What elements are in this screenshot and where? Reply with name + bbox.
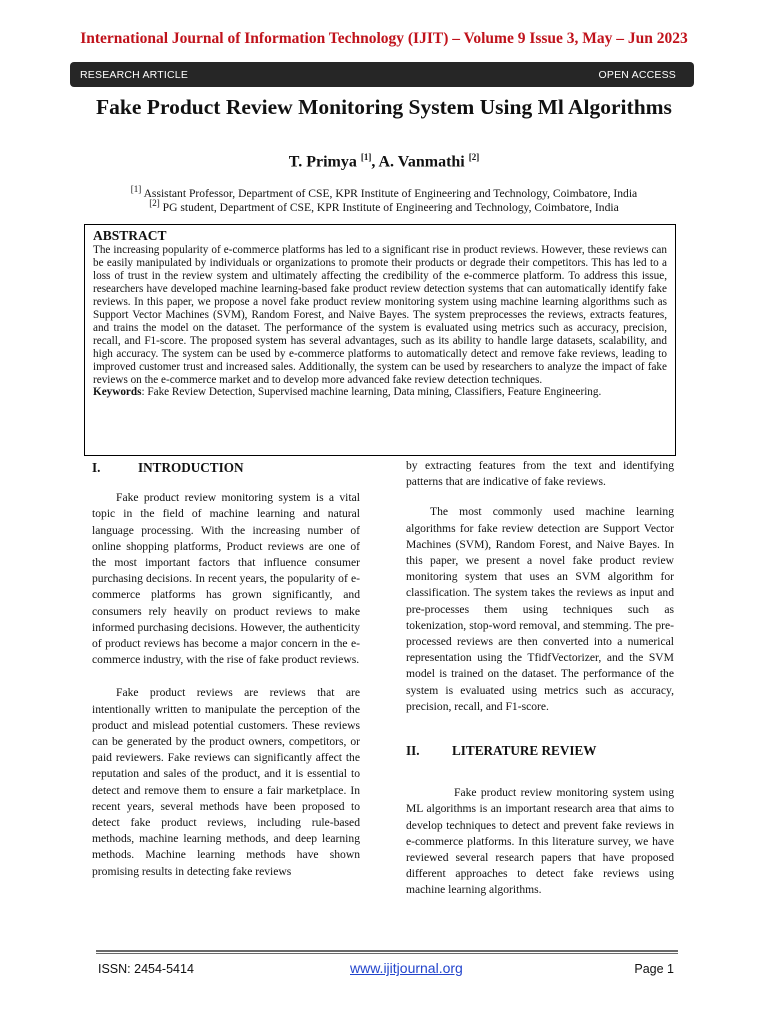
keywords [93, 386, 667, 399]
abstract-heading: ABSTRACT [93, 228, 167, 243]
intro-paragraph-3: The most commonly used machine learning algorithms for fake review detection are Support Vector Machines (SVM), Random Forest, and Naive Bayes. In this paper, we present a novel fake product review monitoring system that uses an SVM algorithm for classification. The system takes the reviews as input and pre-processes them using techniques such as tokenization, stop-word removal, and stemming. The pre-processed reviews are then converted into a numerical representation using the TfidfVectorizer, and the SVM model is trained on the dataset. The performance of the system is evaluated using metrics such as accuracy, precision, recall, and F1-score. [406, 505, 674, 713]
article-type-band [70, 62, 694, 87]
section-title: LITERATURE REVIEW [452, 743, 597, 759]
open-access-label: OPEN ACCESS [598, 68, 676, 81]
section-number: II. [406, 743, 420, 759]
section-heading-literature-review [406, 743, 674, 759]
page-number: Page 1 [634, 962, 674, 976]
journal-header: International Journal of Information Technology (IJIT) – Volume 9 Issue 3, May – Jun 2023 [80, 30, 688, 47]
literature-paragraph-1: Fake product review monitoring system using ML algorithms is an important research area that aims to develop techniques to detect and prevent fake reviews in e-commerce platforms. In this literature survey, we have reviewed several research papers that have proposed different approaches to detect fake reviews using machine learning algorithms. [406, 786, 674, 897]
affiliation-1-text: Assistant Professor, Department of CSE, KPR Institute of Engineering and Technology, Coimbatore, India [143, 186, 638, 200]
affiliation-2-text: PG student, Department of CSE, KPR Institute of Engineering and Technology, Coimbatore, India [162, 200, 619, 214]
intro-paragraph-2: Fake product reviews are reviews that are intentionally written to manipulate the perception of the product and mislead potential customers. These reviews can be generated by the product owners, competitors, or paid reviewers. Fake reviews can significantly affect the reputation and sales of the product, and it is essential to detect and remove them to ensure a fair marketplace. In recent years, several methods have been proposed to detect fake product reviews, including rule-based methods, machine learning methods, and deep learning methods. Machine learning methods have shown promising results in detecting fake reviews [92, 686, 360, 878]
author-line [0, 152, 768, 171]
author-1: T. Primya [288, 153, 357, 171]
intro-paragraph-2-continued: by extracting features from the text and identifying patterns that are indicative of fake reviews. [406, 459, 674, 489]
affiliation-1-ref: [1] [130, 184, 142, 194]
affiliation-2-ref: [2] [149, 198, 160, 208]
footer-rule-top [96, 950, 678, 952]
affiliation-2 [0, 196, 768, 215]
research-article-label: RESEARCH ARTICLE [80, 68, 189, 81]
section-number: I. [92, 460, 101, 475]
issn: ISSN: 2454-5414 [98, 962, 194, 976]
paper-title: Fake Product Review Monitoring System Using Ml Algorithms [96, 95, 672, 119]
journal-website-link[interactable]: www.ijitjournal.org [350, 960, 463, 976]
abstract-box [84, 224, 676, 456]
right-column [406, 458, 674, 899]
author-1-ref: [1] [360, 152, 372, 162]
author-2-ref: [2] [468, 152, 480, 162]
abstract-text: The increasing popularity of e-commerce platforms has led to a significant rise in product reviews. However, these reviews can be easily manipulated by individuals or organizations to promote their products or degrade their competitors. This has led to a loss of trust in the review system and ultimately affecting the credibility of the e-commerce platform. To address this issue, researchers have developed machine learning-based fake product review detection systems that can automatically identify fake reviews. In this paper, we propose a novel fake product review monitoring system using machine learning algorithms such as Support Vector Machines (SVM), Random Forest, and Naive Bayes. The system preprocesses the reviews, extracts features, and trains the model on the dataset. The performance of the system is evaluated using metrics such as accuracy, precision, recall, and F1-score. The proposed system has several advantages, such as its ability to handle large datasets, scalability, and high accuracy. The system can be used by e-commerce platforms to automatically detect and remove fake reviews, leading to improved customer trust and increased sales. Additionally, the system can be used by researchers to analyze the impact of fake reviews on the e-commerce market and to develop more advanced fake review detection techniques. [93, 244, 667, 386]
author-separator: , [371, 153, 379, 171]
footer-rule-bottom [96, 953, 678, 954]
keywords-label: Keywords [93, 386, 142, 399]
section-title: INTRODUCTION [138, 460, 244, 475]
section-heading-introduction [92, 460, 360, 476]
left-column [92, 460, 360, 880]
author-2: A. Vanmathi [378, 153, 465, 171]
intro-paragraph-1: Fake product review monitoring system is a vital topic in the field of machine learning and natural language processing. With the increasing number of online shopping platforms, Product reviews are one of the most important factors that influence consumer purchasing decisions. In recent years, the popularity of e-commerce platforms has grown significantly, and consumers rely heavily on product reviews to make informed purchasing decisions. However, the authenticity of product reviews has become a major concern in the e-commerce industry, with the rise of fake product reviews. [92, 491, 360, 667]
keywords-list: : Fake Review Detection, Supervised machine learning, Data mining, Classifiers, Feature Engineering. [141, 386, 602, 399]
